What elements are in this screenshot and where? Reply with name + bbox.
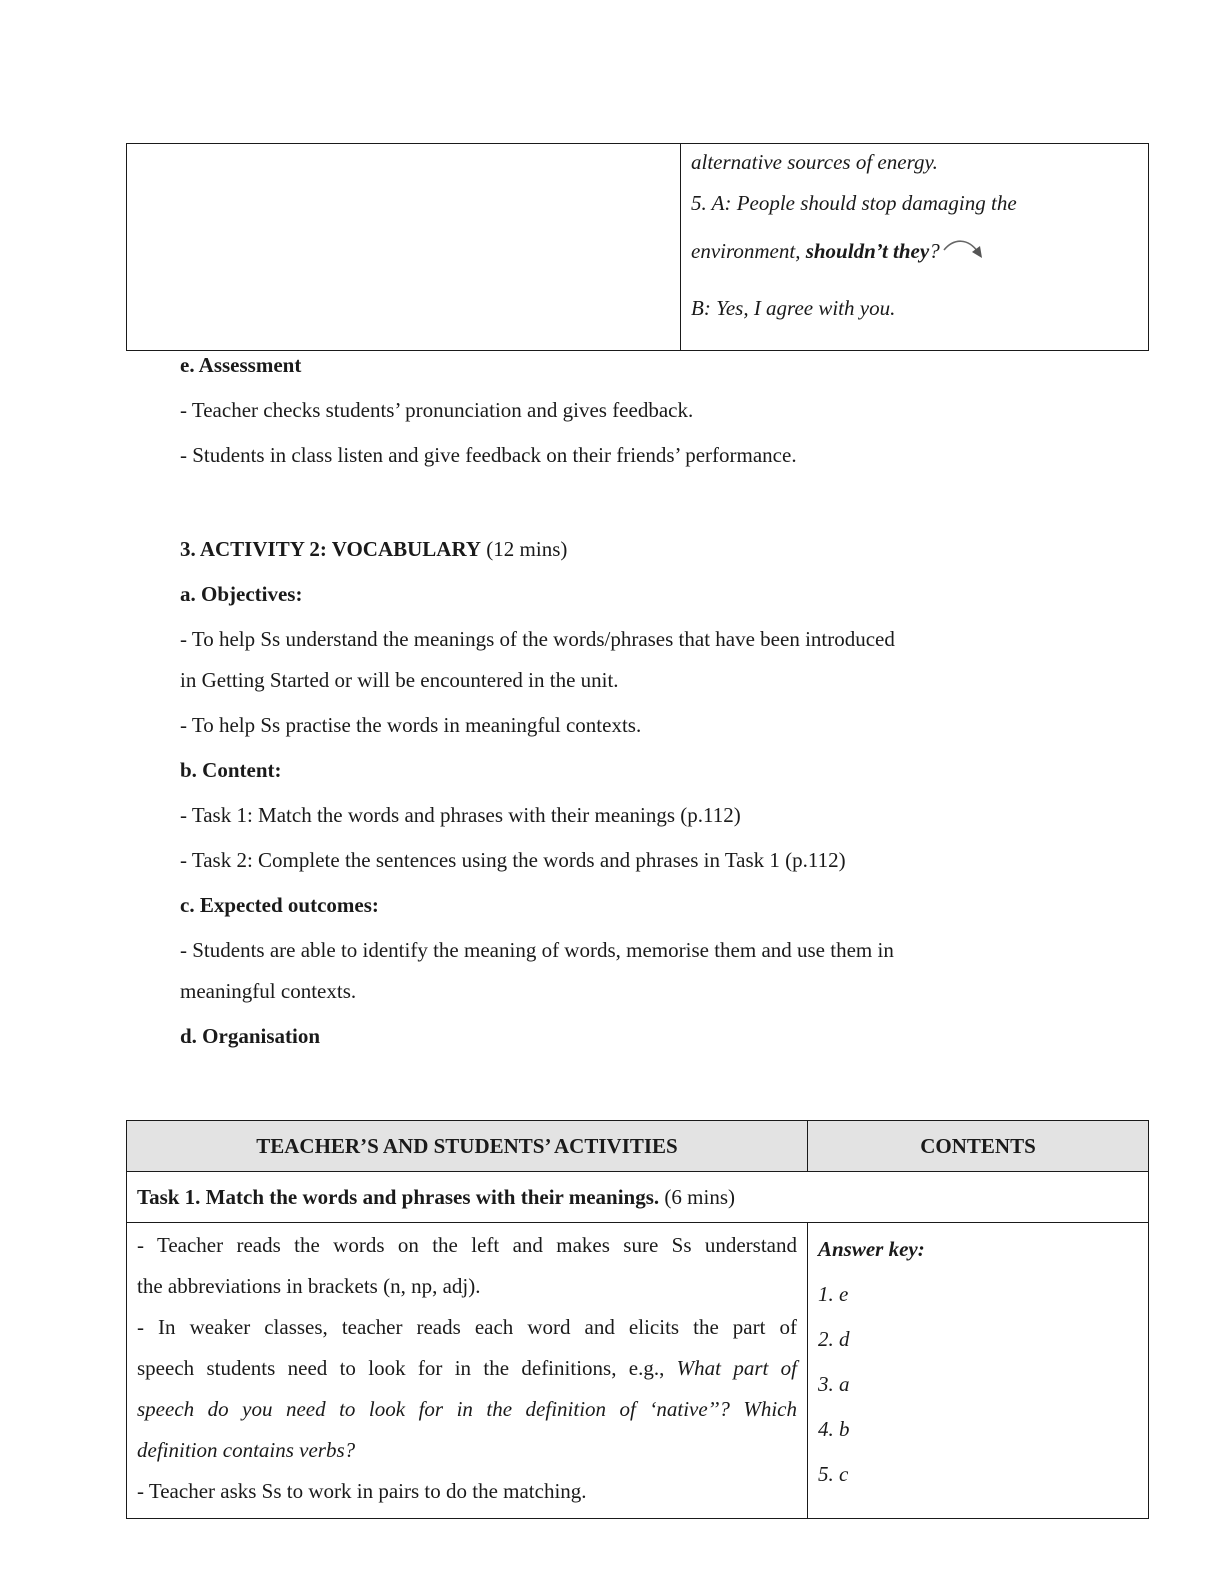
dialogue-line: 5. A: People should stop damaging the [691,191,1017,215]
objectives-heading: a. Objectives: [180,582,303,606]
outcomes-heading: c. Expected outcomes: [180,893,379,917]
objective-line: - To help Ss understand the meanings of the words/phrases that have been introduced [180,627,895,651]
falling-intonation-arrow-icon [942,236,990,264]
table-row [127,1223,1149,1519]
activities-cell [127,1223,808,1519]
answer-key-cell [808,1223,1149,1519]
assessment-item: - Teacher checks students’ pronunciation and gives feedback. [180,398,694,422]
dialogue-cell [681,144,1149,351]
empty-activities-cell [127,144,681,351]
dialogue-line: B: Yes, I agree with you. [691,296,896,320]
assessment-item: - Students in class listen and give feedback on their friends’ performance. [180,443,797,467]
activities-table [126,1120,1149,1519]
step-line: - Teacher reads the words on the left and makes sure Ss understand [137,1233,797,1257]
tag-question: shouldn’t they [805,239,930,263]
content-line: - Task 2: Complete the sentences using the words and phrases in Task 1 (p.112) [180,848,846,872]
outcome-line: - Students are able to identify the meaning of words, memorise them and use them in [180,938,894,962]
header-activities: TEACHER’S AND STUDENTS’ ACTIVITIES [127,1121,808,1172]
activity-title: 3. ACTIVITY 2: VOCABULARY (12 mins) [180,537,568,561]
task-title-cell: Task 1. Match the words and phrases with their meanings. (6 mins) [127,1172,1149,1223]
answer-item: 2. d [818,1327,850,1351]
step-line: definition contains verbs? [137,1438,356,1462]
objective-line: in Getting Started or will be encountered in the unit. [180,668,619,692]
step-line: - Teacher asks Ss to work in pairs to do the matching. [137,1479,587,1503]
lesson-body [180,345,1060,1057]
dialogue-line: alternative sources of energy. [691,150,938,174]
step-line: - In weaker classes, teacher reads each word and elicits the part of [137,1315,797,1339]
step-line: the abbreviations in brackets (n, np, adj). [137,1274,481,1298]
task-row [127,1172,1149,1223]
dialogue-line: environment, shouldn’t they? [691,236,1138,266]
content-heading: b. Content: [180,758,282,782]
dialogue-table [126,143,1149,351]
answer-item: 5. c [818,1462,849,1486]
outcome-line: meaningful contexts. [180,979,357,1003]
step-line: speech do you need to look for in the definition of ‘native’’? Which [137,1397,797,1421]
answer-item: 1. e [818,1282,849,1306]
organisation-heading: d. Organisation [180,1024,321,1048]
header-contents: CONTENTS [808,1121,1149,1172]
answer-key-label: Answer key: [818,1237,925,1261]
step-line: speech students need to look for in the definitions, e.g., What part of [137,1356,797,1380]
content-line: - Task 1: Match the words and phrases with their meanings (p.112) [180,803,741,827]
answer-item: 3. a [818,1372,850,1396]
answer-item: 4. b [818,1417,850,1441]
objective-line: - To help Ss practise the words in meaningful contexts. [180,713,642,737]
assessment-heading: e. Assessment [180,353,302,377]
table-header-row [127,1121,1149,1172]
